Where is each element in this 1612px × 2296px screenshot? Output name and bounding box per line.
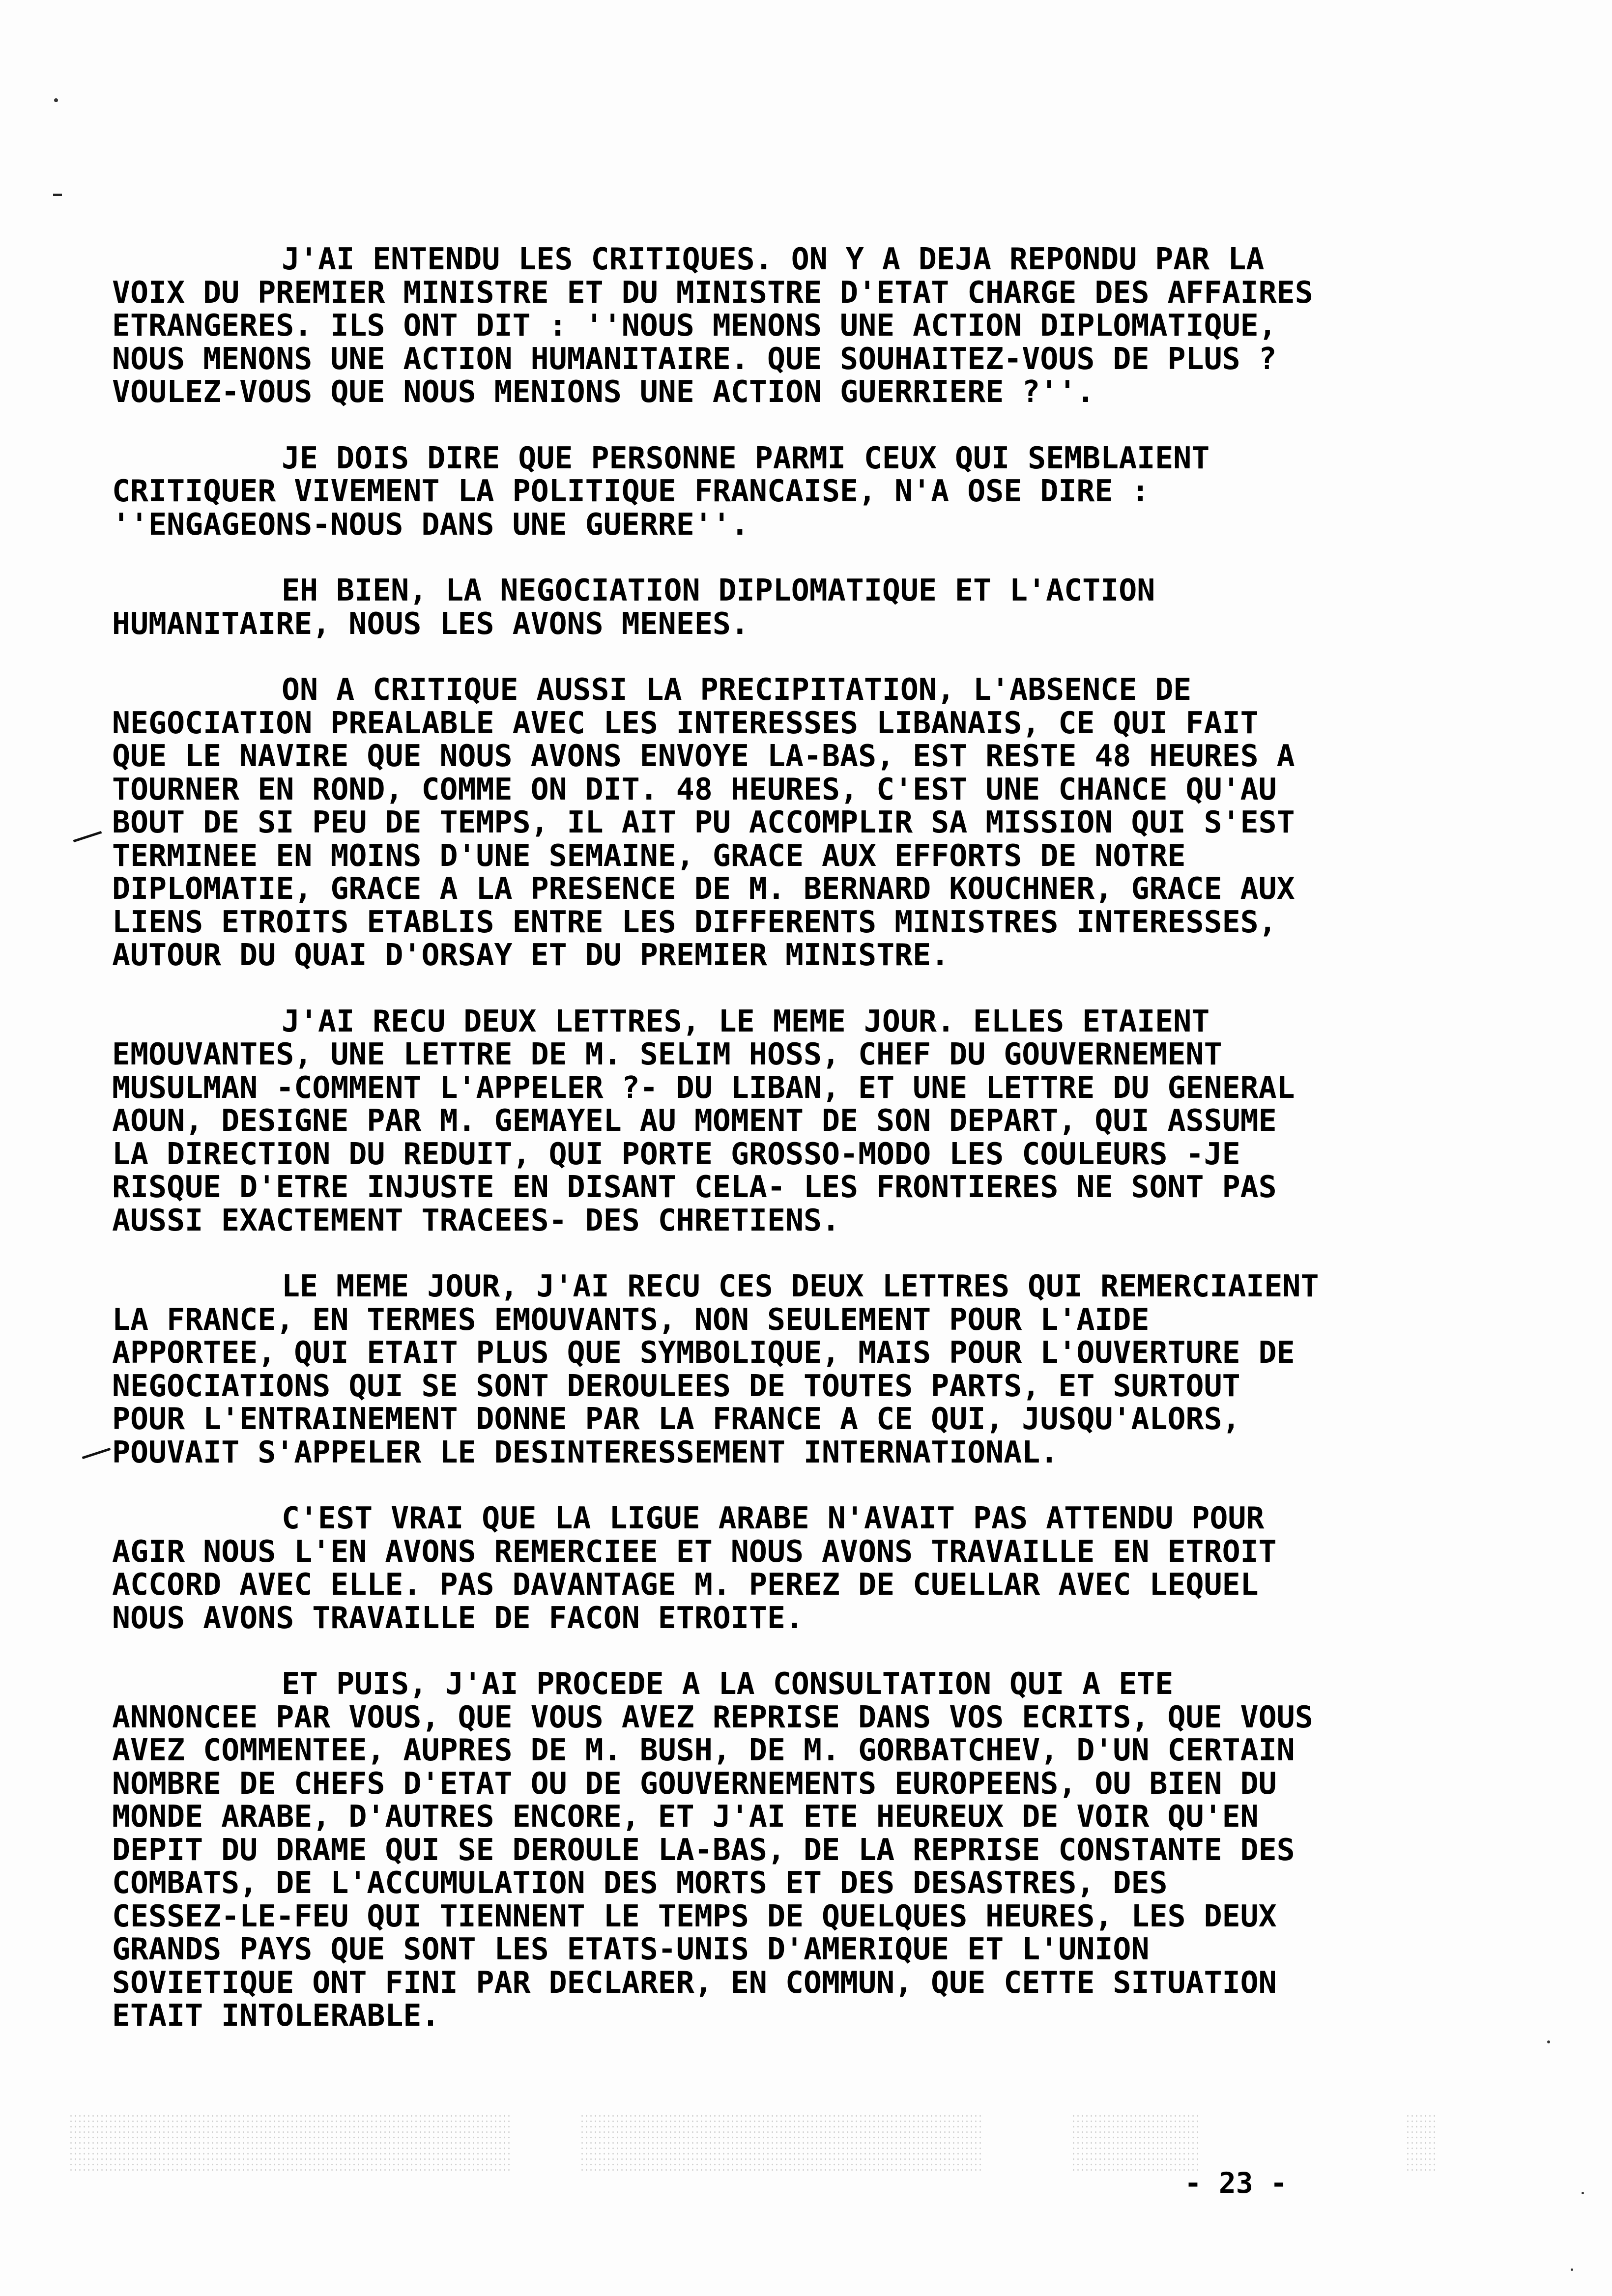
text-line: DEPIT DU DRAME QUI SE DEROULE LA-BAS, DE LA REPRISE CONSTANTE DES bbox=[112, 1832, 1295, 1867]
text-line: LA FRANCE, EN TERMES EMOUVANTS, NON SEULEMENT POUR L'AIDE bbox=[112, 1301, 1150, 1337]
text-line: NOUS AVONS TRAVAILLE DE FACON ETROITE. bbox=[112, 1600, 804, 1636]
text-line: CESSEZ-LE-FEU QUI TIENNENT LE TEMPS DE QUELQUES HEURES, LES DEUX bbox=[112, 1898, 1277, 1934]
text-line: AUSSI EXACTEMENT TRACEES- DES CHRETIENS. bbox=[112, 1202, 840, 1238]
scan-noise bbox=[69, 2113, 511, 2172]
paragraph bbox=[112, 442, 1370, 542]
text-line: C'EST VRAI QUE LA LIGUE ARABE N'AVAIT PAS ATTENDU POUR bbox=[282, 1500, 1265, 1536]
margin-pen-stroke bbox=[82, 1448, 111, 1459]
text-line: J'AI ENTENDU LES CRITIQUES. ON Y A DEJA REPONDU PAR LA bbox=[282, 241, 1265, 277]
scan-noise bbox=[1071, 2113, 1199, 2172]
text-line: HUMANITAIRE, NOUS LES AVONS MENEES. bbox=[112, 605, 749, 641]
text-line: QUE LE NAVIRE QUE NOUS AVONS ENVOYE LA-BAS, EST RESTE 48 HEURES A bbox=[112, 738, 1295, 774]
text-line: VOIX DU PREMIER MINISTRE ET DU MINISTRE D'ETAT CHARGE DES AFFAIRES bbox=[112, 274, 1313, 310]
text-line: J'AI RECU DEUX LETTRES, LE MEME JOUR. ELLES ETAIENT bbox=[282, 1003, 1210, 1039]
text-line: NOMBRE DE CHEFS D'ETAT OU DE GOUVERNEMENTS EUROPEENS, OU BIEN DU bbox=[112, 1765, 1277, 1801]
scan-dash bbox=[53, 194, 62, 196]
scan-noise bbox=[580, 2113, 983, 2172]
paragraph bbox=[112, 1667, 1370, 2033]
text-line: EMOUVANTES, UNE LETTRE DE M. SELIM HOSS, CHEF DU GOUVERNEMENT bbox=[112, 1036, 1222, 1072]
scan-speck bbox=[1547, 2040, 1550, 2043]
text-line: APPORTEE, QUI ETAIT PLUS QUE SYMBOLIQUE, MAIS POUR L'OUVERTURE DE bbox=[112, 1335, 1295, 1370]
text-line: ACCORD AVEC ELLE. PAS DAVANTAGE M. PEREZ DE CUELLAR AVEC LEQUEL bbox=[112, 1567, 1259, 1602]
text-line: MONDE ARABE, D'AUTRES ENCORE, ET J'AI ETE HEUREUX DE VOIR QU'EN bbox=[112, 1799, 1259, 1834]
text-line: MUSULMAN -COMMENT L'APPELER ?- DU LIBAN, ET UNE LETTRE DU GENERAL bbox=[112, 1069, 1295, 1105]
text-line: LIENS ETROITS ETABLIS ENTRE LES DIFFERENTS MINISTRES INTERESSES, bbox=[112, 904, 1277, 940]
text-line: ON A CRITIQUE AUSSI LA PRECIPITATION, L'ABSENCE DE bbox=[282, 672, 1192, 707]
text-line: AOUN, DESIGNE PAR M. GEMAYEL AU MOMENT DE SON DEPART, QUI ASSUME bbox=[112, 1103, 1277, 1138]
text-line: AUTOUR DU QUAI D'ORSAY ET DU PREMIER MINISTRE. bbox=[112, 937, 950, 973]
text-line: ANNONCEE PAR VOUS, QUE VOUS AVEZ REPRISE DANS VOS ECRITS, QUE VOUS bbox=[112, 1699, 1313, 1735]
paragraph bbox=[112, 1270, 1370, 1469]
text-line: SOVIETIQUE ONT FINI PAR DECLARER, EN COMMUN, QUE CETTE SITUATION bbox=[112, 1964, 1277, 2000]
text-line: GRANDS PAYS QUE SONT LES ETATS-UNIS D'AMERIQUE ET L'UNION bbox=[112, 1931, 1150, 1967]
margin-pen-stroke bbox=[73, 831, 102, 842]
document-body bbox=[112, 243, 1370, 2066]
text-line: ETAIT INTOLERABLE. bbox=[112, 1998, 440, 2033]
text-line: NEGOCIATION PREALABLE AVEC LES INTERESSES LIBANAIS, CE QUI FAIT bbox=[112, 705, 1259, 741]
scan-noise bbox=[1406, 2113, 1435, 2172]
text-line: TOURNER EN ROND, COMME ON DIT. 48 HEURES, C'EST UNE CHANCE QU'AU bbox=[112, 771, 1277, 807]
text-line: LA DIRECTION DU REDUIT, QUI PORTE GROSSO-MODO LES COULEURS -JE bbox=[112, 1136, 1240, 1172]
paragraph bbox=[112, 1005, 1370, 1237]
text-line: VOULEZ-VOUS QUE NOUS MENIONS UNE ACTION GUERRIERE ?''. bbox=[112, 374, 1095, 409]
text-line: BOUT DE SI PEU DE TEMPS, IL AIT PU ACCOMPLIR SA MISSION QUI S'EST bbox=[112, 804, 1295, 840]
text-line: CRITIQUER VIVEMENT LA POLITIQUE FRANCAISE, N'A OSE DIRE : bbox=[112, 473, 1150, 509]
text-line: ET PUIS, J'AI PROCEDE A LA CONSULTATION QUI A ETE bbox=[282, 1666, 1174, 1701]
text-line: POUR L'ENTRAINEMENT DONNE PAR LA FRANCE A CE QUI, JUSQU'ALORS, bbox=[112, 1401, 1240, 1436]
scan-speck bbox=[1582, 2192, 1584, 2194]
text-line: AVEZ COMMENTEE, AUPRES DE M. BUSH, DE M. GORBATCHEV, D'UN CERTAIN bbox=[112, 1732, 1295, 1768]
paragraph bbox=[112, 243, 1370, 409]
scan-speck bbox=[1571, 2268, 1573, 2271]
page-number: - 23 - bbox=[1184, 2166, 1288, 2200]
text-line: RISQUE D'ETRE INJUSTE EN DISANT CELA- LES FRONTIERES NE SONT PAS bbox=[112, 1169, 1277, 1205]
text-line: POUVAIT S'APPELER LE DESINTERESSEMENT INTERNATIONAL. bbox=[112, 1434, 1059, 1470]
text-line: COMBATS, DE L'ACCUMULATION DES MORTS ET DES DESASTRES, DES bbox=[112, 1865, 1168, 1900]
text-line: TERMINEE EN MOINS D'UNE SEMAINE, GRACE AUX EFFORTS DE NOTRE bbox=[112, 837, 1186, 873]
text-line: ''ENGAGEONS-NOUS DANS UNE GUERRE''. bbox=[112, 506, 749, 542]
text-line: NEGOCIATIONS QUI SE SONT DEROULEES DE TOUTES PARTS, ET SURTOUT bbox=[112, 1368, 1240, 1404]
text-line: ETRANGERES. ILS ONT DIT : ''NOUS MENONS UNE ACTION DIPLOMATIQUE, bbox=[112, 308, 1277, 343]
paragraph bbox=[112, 574, 1370, 640]
scan-speck bbox=[54, 98, 58, 102]
text-line: JE DOIS DIRE QUE PERSONNE PARMI CEUX QUI SEMBLAIENT bbox=[282, 440, 1210, 476]
text-line: AGIR NOUS L'EN AVONS REMERCIEE ET NOUS AVONS TRAVAILLE EN ETROIT bbox=[112, 1533, 1277, 1569]
text-line: EH BIEN, LA NEGOCIATION DIPLOMATIQUE ET L'ACTION bbox=[282, 573, 1155, 608]
paragraph bbox=[112, 673, 1370, 972]
text-line: LE MEME JOUR, J'AI RECU CES DEUX LETTRES QUI REMERCIAIENT bbox=[282, 1268, 1319, 1304]
paragraph bbox=[112, 1502, 1370, 1635]
text-line: DIPLOMATIE, GRACE A LA PRESENCE DE M. BERNARD KOUCHNER, GRACE AUX bbox=[112, 871, 1295, 906]
text-line: NOUS MENONS UNE ACTION HUMANITAIRE. QUE SOUHAITEZ-VOUS DE PLUS ? bbox=[112, 341, 1277, 376]
